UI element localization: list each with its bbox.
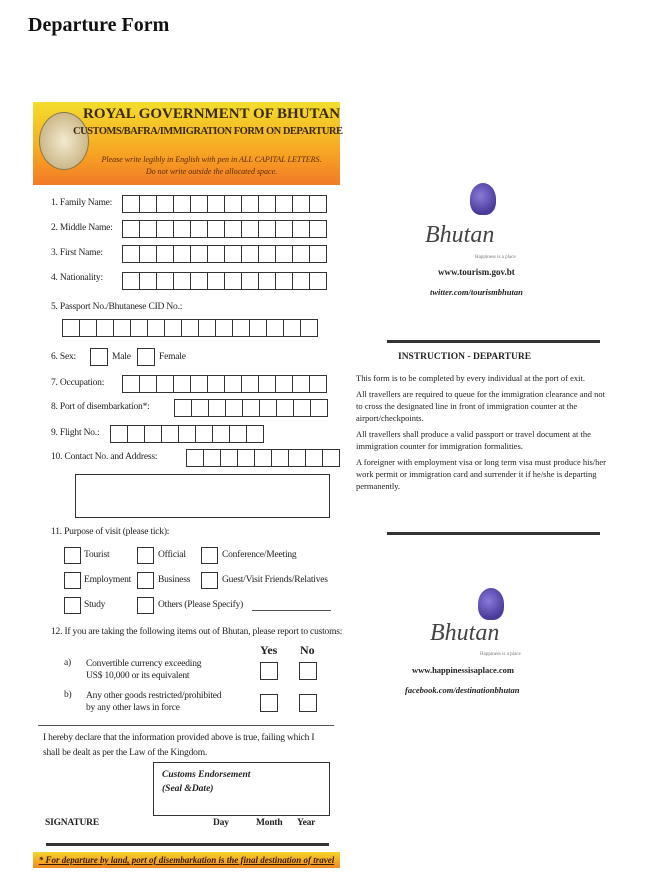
form-banner bbox=[33, 102, 343, 185]
char-box[interactable] bbox=[249, 319, 267, 337]
char-box[interactable] bbox=[96, 319, 114, 337]
happiness-url-link[interactable]: www.happinessisaplace.com bbox=[412, 665, 515, 675]
char-box[interactable] bbox=[139, 220, 157, 238]
instruction-paragraph: A foreigner with employment visa or long term visa must produce his/her work permit or immigration card and surrender it if he/she is departing permanently. bbox=[356, 457, 606, 491]
char-box[interactable] bbox=[156, 195, 174, 213]
char-box[interactable] bbox=[207, 272, 225, 290]
instructions-title: INSTRUCTION - DEPARTURE bbox=[398, 352, 532, 362]
char-box[interactable] bbox=[259, 399, 277, 417]
tourist-checkbox[interactable] bbox=[64, 547, 81, 564]
no-header: No bbox=[300, 643, 315, 657]
female-checkbox[interactable] bbox=[137, 348, 155, 366]
guest-checkbox[interactable] bbox=[201, 572, 218, 589]
first-name-field[interactable] bbox=[122, 245, 326, 263]
bhutan-logo: Bhutan bbox=[425, 222, 495, 248]
middle-name-label: 2. Middle Name: bbox=[51, 223, 113, 233]
female-label: Female bbox=[159, 352, 186, 362]
char-box[interactable] bbox=[241, 272, 259, 290]
flower-icon bbox=[470, 183, 496, 215]
char-box[interactable] bbox=[293, 399, 311, 417]
char-box[interactable] bbox=[127, 425, 145, 443]
char-box[interactable] bbox=[292, 245, 310, 263]
logo-tagline: Happiness is a place bbox=[480, 652, 521, 657]
address-field[interactable] bbox=[75, 474, 330, 518]
char-box[interactable] bbox=[275, 375, 293, 393]
item-b-line: Any other goods restricted/prohibited bbox=[86, 691, 222, 701]
conference-label: Conference/Meeting bbox=[222, 550, 297, 560]
char-box[interactable] bbox=[241, 195, 259, 213]
char-box[interactable] bbox=[309, 272, 327, 290]
divider bbox=[38, 725, 334, 726]
char-box[interactable] bbox=[237, 449, 255, 467]
guest-label: Guest/Visit Friends/Relatives bbox=[222, 575, 328, 585]
char-box[interactable] bbox=[113, 319, 131, 337]
first-name-label: 3. First Name: bbox=[51, 248, 103, 258]
declaration-text bbox=[43, 731, 314, 761]
item-b-label bbox=[86, 690, 221, 714]
char-box[interactable] bbox=[292, 375, 310, 393]
instruction-paragraph: This form is to be completed by every individual at the port of exit. bbox=[356, 373, 585, 383]
char-box[interactable] bbox=[292, 272, 310, 290]
char-box[interactable] bbox=[275, 195, 293, 213]
contact-field[interactable] bbox=[186, 449, 339, 467]
char-box[interactable] bbox=[207, 220, 225, 238]
middle-name-field[interactable] bbox=[122, 220, 326, 238]
char-box[interactable] bbox=[139, 245, 157, 263]
char-box[interactable] bbox=[288, 449, 306, 467]
bhutan-logo: Bhutan bbox=[430, 620, 500, 646]
char-box[interactable] bbox=[173, 195, 191, 213]
day-label: Day bbox=[213, 818, 229, 828]
banner-note-line: Do not write outside the allocated space. bbox=[145, 167, 278, 176]
char-box[interactable] bbox=[275, 272, 293, 290]
item-a-line: Convertible currency exceeding bbox=[86, 659, 202, 669]
family-name-field[interactable] bbox=[122, 195, 326, 213]
char-box[interactable] bbox=[215, 319, 233, 337]
char-box[interactable] bbox=[122, 375, 140, 393]
char-box[interactable] bbox=[130, 319, 148, 337]
char-box[interactable] bbox=[122, 195, 140, 213]
divider bbox=[46, 843, 329, 846]
customs-endorsement-box bbox=[153, 762, 330, 816]
char-box[interactable] bbox=[122, 245, 140, 263]
char-box[interactable] bbox=[122, 272, 140, 290]
char-box[interactable] bbox=[271, 449, 289, 467]
char-box[interactable] bbox=[164, 319, 182, 337]
char-box[interactable] bbox=[122, 220, 140, 238]
char-box[interactable] bbox=[241, 220, 259, 238]
char-box[interactable] bbox=[190, 375, 208, 393]
divider bbox=[387, 340, 600, 343]
char-box[interactable] bbox=[156, 245, 174, 263]
char-box[interactable] bbox=[207, 245, 225, 263]
char-box[interactable] bbox=[275, 245, 293, 263]
occupation-field[interactable] bbox=[122, 375, 326, 393]
char-box[interactable] bbox=[225, 399, 243, 417]
char-box[interactable] bbox=[224, 245, 242, 263]
char-box[interactable] bbox=[156, 272, 174, 290]
char-box[interactable] bbox=[258, 272, 276, 290]
char-box[interactable] bbox=[139, 195, 157, 213]
char-box[interactable] bbox=[79, 319, 97, 337]
char-box[interactable] bbox=[241, 245, 259, 263]
business-label: Business bbox=[158, 575, 191, 585]
char-box[interactable] bbox=[309, 220, 327, 238]
char-box[interactable] bbox=[190, 195, 208, 213]
item-b-index: b) bbox=[64, 690, 72, 700]
char-box[interactable] bbox=[173, 245, 191, 263]
char-box[interactable] bbox=[181, 319, 199, 337]
port-label: 8. Port of disembarkation*: bbox=[51, 402, 150, 412]
char-box[interactable] bbox=[266, 319, 284, 337]
char-box[interactable] bbox=[258, 220, 276, 238]
passport-label: 5. Passport No./Bhutanese CID No.: bbox=[51, 302, 183, 312]
endorsement-subtitle: (Seal &Date) bbox=[162, 784, 214, 794]
facebook-link[interactable]: facebook.com/destinationbhutan bbox=[405, 685, 520, 695]
banner-note bbox=[83, 154, 340, 178]
char-box[interactable] bbox=[305, 449, 323, 467]
char-box[interactable] bbox=[147, 319, 165, 337]
yes-header: Yes bbox=[260, 643, 278, 657]
char-box[interactable] bbox=[220, 449, 238, 467]
char-box[interactable] bbox=[198, 319, 216, 337]
royal-seal-icon bbox=[39, 112, 89, 170]
char-box[interactable] bbox=[224, 272, 242, 290]
char-box[interactable] bbox=[258, 245, 276, 263]
char-box[interactable] bbox=[139, 375, 157, 393]
char-box[interactable] bbox=[309, 245, 327, 263]
others-checkbox[interactable] bbox=[137, 597, 154, 614]
char-box[interactable] bbox=[173, 220, 191, 238]
char-box[interactable] bbox=[275, 220, 293, 238]
male-label: Male bbox=[112, 352, 131, 362]
char-box[interactable] bbox=[212, 425, 230, 443]
instruction-paragraph: All travellers are required to queue for the immigration clearance and not to cross the designated line in front of immigration counter at the airport/checkpoints. bbox=[356, 389, 605, 423]
port-field[interactable] bbox=[174, 399, 327, 417]
twitter-link[interactable]: twitter.com/tourismbhutan bbox=[430, 287, 523, 297]
declaration-line: I hereby declare that the information provided above is true, failing which I bbox=[43, 733, 315, 743]
item-b-yes-checkbox[interactable] bbox=[260, 694, 278, 712]
footer-note: * For departure by land, port of disembarkation is the final destination of travel bbox=[33, 852, 340, 868]
instruction-paragraph: All travellers shall produce a valid passport or travel document at the immigration counter for immigration formalities. bbox=[356, 429, 591, 451]
conference-checkbox[interactable] bbox=[201, 547, 218, 564]
page-title: Departure Form bbox=[28, 14, 170, 36]
char-box[interactable] bbox=[207, 375, 225, 393]
flight-label: 9. Flight No.: bbox=[51, 428, 100, 438]
item-b-no-checkbox[interactable] bbox=[299, 694, 317, 712]
sex-label: 6. Sex: bbox=[51, 352, 76, 362]
customs-label: 12. If you are taking the following items out of Bhutan, please report to customs: bbox=[51, 627, 343, 637]
char-box[interactable] bbox=[207, 195, 225, 213]
banner-subtitle: CUSTOMS/BAFRA/IMMIGRATION FORM ON DEPARTURE bbox=[73, 126, 343, 137]
char-box[interactable] bbox=[309, 195, 327, 213]
char-box[interactable] bbox=[292, 220, 310, 238]
item-b-line: by any other laws in force bbox=[86, 703, 180, 713]
char-box[interactable] bbox=[322, 449, 340, 467]
char-box[interactable] bbox=[144, 425, 162, 443]
char-box[interactable] bbox=[224, 220, 242, 238]
char-box[interactable] bbox=[190, 272, 208, 290]
flight-field[interactable] bbox=[110, 425, 263, 443]
item-a-yes-checkbox[interactable] bbox=[260, 662, 278, 680]
char-box[interactable] bbox=[241, 375, 259, 393]
logo-tagline: Happiness is a place bbox=[475, 255, 516, 260]
char-box[interactable] bbox=[254, 449, 272, 467]
official-checkbox[interactable] bbox=[137, 547, 154, 564]
char-box[interactable] bbox=[309, 375, 327, 393]
occupation-label: 7. Occupation: bbox=[51, 378, 105, 388]
divider bbox=[387, 532, 600, 535]
char-box[interactable] bbox=[292, 195, 310, 213]
study-label: Study bbox=[84, 600, 106, 610]
char-box[interactable] bbox=[156, 375, 174, 393]
tourist-label: Tourist bbox=[84, 550, 110, 560]
official-label: Official bbox=[158, 550, 186, 560]
char-box[interactable] bbox=[62, 319, 80, 337]
nationality-label: 4. Nationality: bbox=[51, 273, 103, 283]
item-a-no-checkbox[interactable] bbox=[299, 662, 317, 680]
family-name-label: 1. Family Name: bbox=[51, 198, 113, 208]
banner-title: ROYAL GOVERNMENT OF BHUTAN bbox=[83, 106, 341, 122]
char-box[interactable] bbox=[283, 319, 301, 337]
char-box[interactable] bbox=[224, 195, 242, 213]
male-checkbox[interactable] bbox=[90, 348, 108, 366]
passport-field[interactable] bbox=[62, 319, 317, 337]
char-box[interactable] bbox=[190, 220, 208, 238]
item-a-line: US$ 10,000 or its equivalent bbox=[86, 671, 190, 681]
endorsement-title: Customs Endorsement bbox=[162, 770, 251, 780]
flower-icon bbox=[478, 588, 504, 620]
employment-label: Employment bbox=[84, 575, 132, 585]
study-checkbox[interactable] bbox=[64, 597, 81, 614]
char-box[interactable] bbox=[161, 425, 179, 443]
char-box[interactable] bbox=[190, 245, 208, 263]
employment-checkbox[interactable] bbox=[64, 572, 81, 589]
char-box[interactable] bbox=[224, 375, 242, 393]
month-label: Month bbox=[256, 818, 283, 828]
char-box[interactable] bbox=[246, 425, 264, 443]
instructions-body bbox=[356, 372, 611, 492]
business-checkbox[interactable] bbox=[137, 572, 154, 589]
char-box[interactable] bbox=[139, 272, 157, 290]
nationality-field[interactable] bbox=[122, 272, 326, 290]
tourism-url-link[interactable]: www.tourism.gov.bt bbox=[438, 267, 515, 277]
signature-label: SIGNATURE bbox=[45, 818, 99, 828]
char-box[interactable] bbox=[174, 399, 192, 417]
char-box[interactable] bbox=[258, 375, 276, 393]
contact-label: 10. Contact No. and Address: bbox=[51, 452, 158, 462]
banner-note-line: Please write legibly in English with pen in ALL CAPITAL LETTERS. bbox=[101, 155, 322, 164]
item-a-index: a) bbox=[64, 658, 71, 668]
char-box[interactable] bbox=[208, 399, 226, 417]
char-box[interactable] bbox=[110, 425, 128, 443]
char-box[interactable] bbox=[232, 319, 250, 337]
char-box[interactable] bbox=[310, 399, 328, 417]
others-specify-line[interactable] bbox=[252, 610, 331, 611]
char-box[interactable] bbox=[203, 449, 221, 467]
char-box[interactable] bbox=[229, 425, 247, 443]
year-label: Year bbox=[297, 818, 316, 828]
purpose-label: 11. Purpose of visit (please tick): bbox=[51, 527, 170, 537]
char-box[interactable] bbox=[191, 399, 209, 417]
char-box[interactable] bbox=[195, 425, 213, 443]
declaration-line: shall be dealt as per the Law of the Kingdom. bbox=[43, 748, 208, 758]
char-box[interactable] bbox=[258, 195, 276, 213]
char-box[interactable] bbox=[173, 272, 191, 290]
item-a-label bbox=[86, 658, 201, 682]
others-label: Others (Please Specify) bbox=[158, 600, 244, 610]
char-box[interactable] bbox=[156, 220, 174, 238]
char-box[interactable] bbox=[173, 375, 191, 393]
char-box[interactable] bbox=[186, 449, 204, 467]
char-box[interactable] bbox=[178, 425, 196, 443]
char-box[interactable] bbox=[242, 399, 260, 417]
char-box[interactable] bbox=[300, 319, 318, 337]
char-box[interactable] bbox=[276, 399, 294, 417]
